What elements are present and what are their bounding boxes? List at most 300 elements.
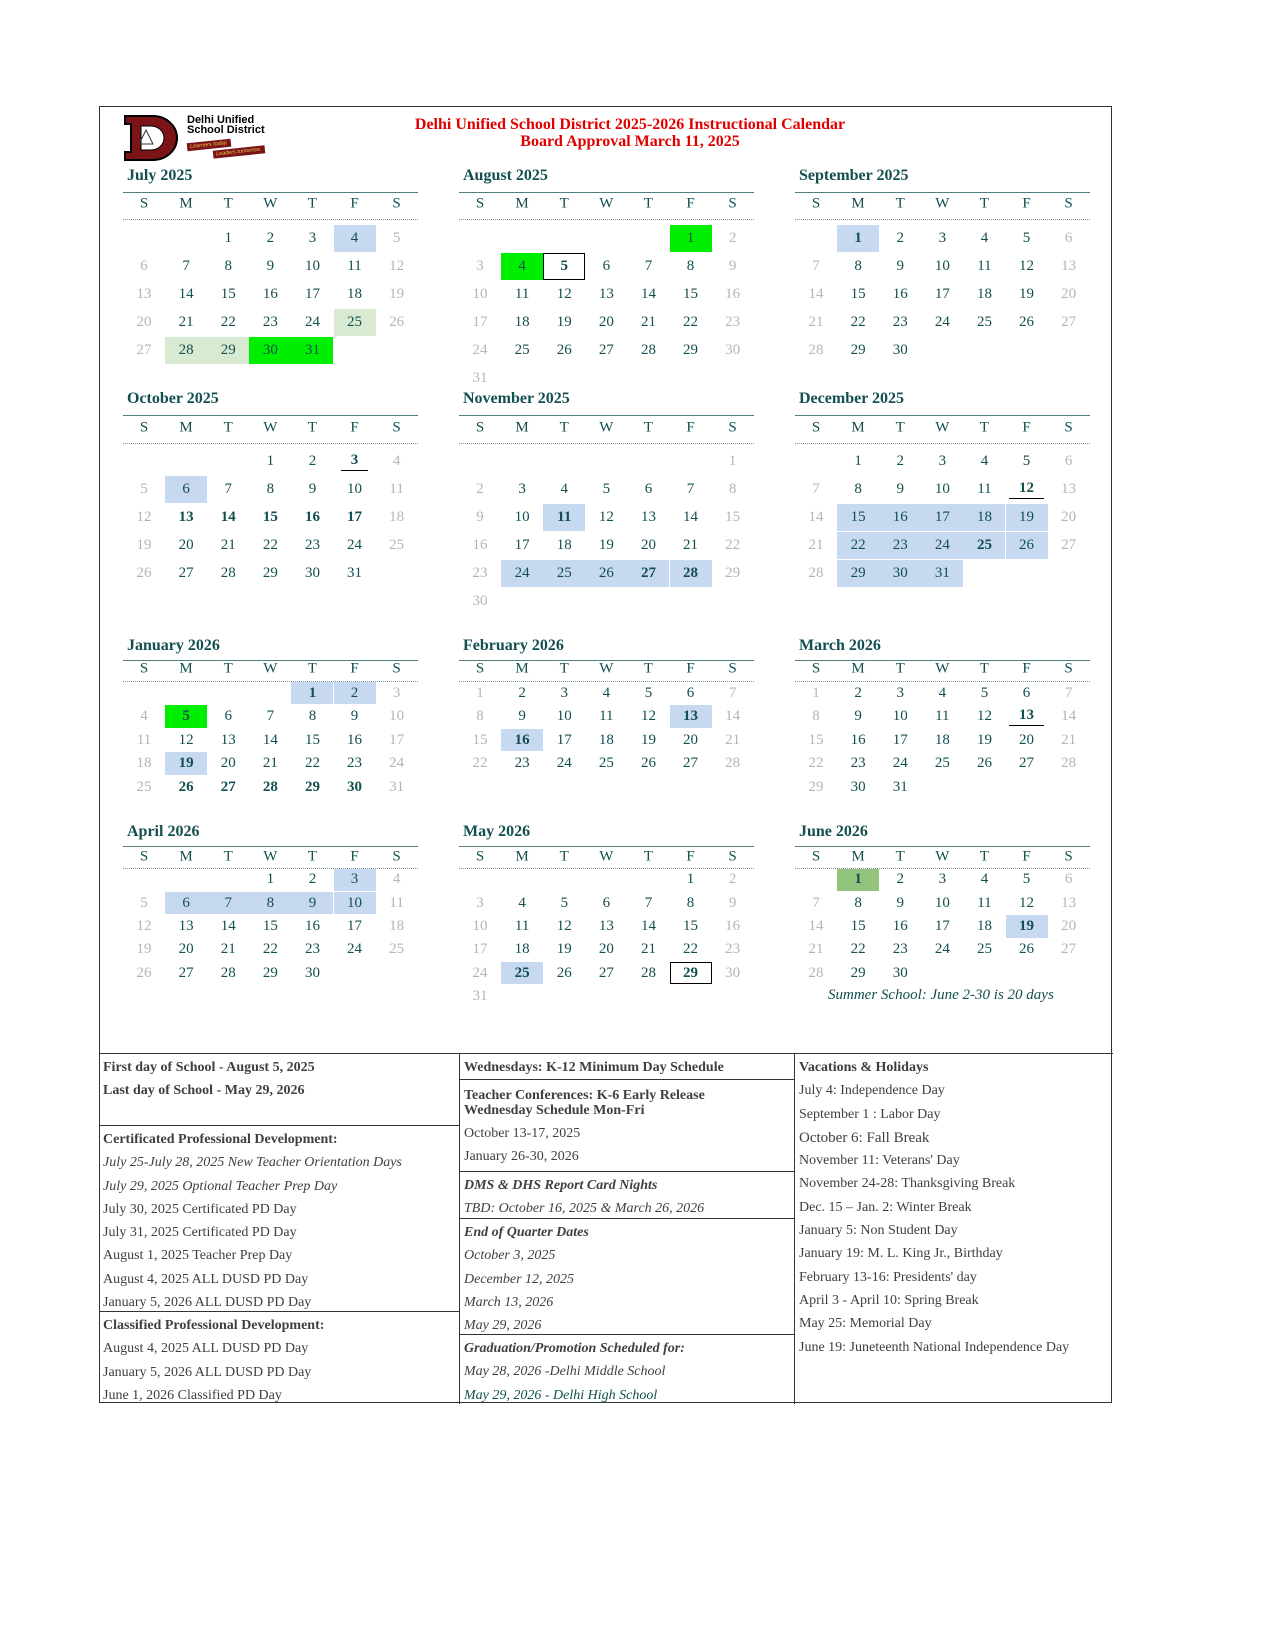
day-cell xyxy=(207,225,249,252)
day-cell xyxy=(123,939,165,961)
day-number: 11 xyxy=(389,894,404,911)
day-cell xyxy=(963,892,1005,914)
day-cell xyxy=(376,776,418,799)
day-cell xyxy=(459,532,501,559)
day-number: 14 xyxy=(178,285,194,302)
day-number: 27 xyxy=(220,778,236,795)
day-number: 10 xyxy=(556,708,572,724)
day-number: 2 xyxy=(854,684,862,701)
day-cell xyxy=(165,281,207,308)
holiday-item: January 19: M. L. King Jr., Birthday xyxy=(799,1246,1003,1262)
first-day: First day of School - August 5, 2025 xyxy=(103,1060,315,1075)
day-cell xyxy=(1006,729,1048,752)
day-number: 31 xyxy=(472,369,488,386)
month-title: September 2025 xyxy=(799,167,909,184)
weekday-label: T xyxy=(979,195,989,212)
day-number: 15 xyxy=(683,918,699,935)
day-number: 15 xyxy=(808,731,824,748)
day-cell xyxy=(1006,476,1048,503)
day-number: 3 xyxy=(938,871,947,888)
day-number: 21 xyxy=(640,941,656,958)
day-cell xyxy=(459,752,501,775)
day-number: 9 xyxy=(896,257,904,274)
day-number: 14 xyxy=(262,731,278,748)
day-number: 8 xyxy=(686,257,695,274)
day-cell xyxy=(123,476,165,503)
day-cell xyxy=(543,309,585,336)
day-number: 30 xyxy=(892,341,908,358)
day-cell xyxy=(585,682,627,705)
day-number: 28 xyxy=(640,964,656,981)
day-cell xyxy=(837,560,879,587)
day-cell xyxy=(879,281,921,308)
day-cell xyxy=(334,560,376,587)
day-cell xyxy=(543,939,585,961)
day-number: 24 xyxy=(934,536,950,553)
day-number: 6 xyxy=(1064,871,1073,888)
weekday-label: T xyxy=(979,660,989,677)
day-number: 17 xyxy=(514,536,530,553)
day-number: 13 xyxy=(136,285,152,302)
day-number: 29 xyxy=(850,964,866,981)
day-cell xyxy=(879,253,921,280)
day-number: 6 xyxy=(602,257,611,274)
day-cell xyxy=(207,962,249,984)
day-number: 24 xyxy=(556,755,572,771)
logo-tagline-2: Leaders tomorrow. xyxy=(213,145,265,158)
day-number: 29 xyxy=(304,778,320,795)
day-number: 30 xyxy=(347,778,363,795)
day-number: 5 xyxy=(392,229,401,246)
day-number: 21 xyxy=(220,941,236,958)
day-cell xyxy=(879,939,921,961)
weekday-label: M xyxy=(851,195,865,212)
day-cell xyxy=(207,253,249,280)
day-cell xyxy=(501,915,543,937)
day-number: 12 xyxy=(556,285,572,302)
day-cell xyxy=(670,504,712,531)
weekday-label: T xyxy=(223,419,233,436)
day-number: 20 xyxy=(136,313,152,330)
day-number: 17 xyxy=(934,285,950,302)
day-cell xyxy=(165,705,207,728)
day-number: 11 xyxy=(347,257,362,274)
day-number: 27 xyxy=(1061,941,1077,958)
day-cell xyxy=(1048,504,1090,531)
day-number: 5 xyxy=(182,708,190,724)
day-cell xyxy=(670,253,712,280)
day-number: 2 xyxy=(728,871,737,888)
day-cell xyxy=(459,253,501,280)
day-cell xyxy=(627,752,669,775)
day-cell xyxy=(123,504,165,531)
day-cell xyxy=(291,281,333,308)
day-cell xyxy=(795,892,837,914)
day-cell xyxy=(165,476,207,503)
day-cell xyxy=(459,892,501,914)
day-number: 4 xyxy=(140,708,148,724)
weekday-label: S xyxy=(392,419,401,436)
wednesday-section xyxy=(460,1054,794,1079)
day-cell xyxy=(334,892,376,914)
wednesday-schedule: Wednesdays: K-12 Minimum Day Schedule xyxy=(464,1060,724,1075)
day-cell xyxy=(712,962,754,984)
day-cell xyxy=(585,892,627,914)
day-number: 28 xyxy=(178,341,194,358)
day-cell xyxy=(543,476,585,503)
day-number: 3 xyxy=(938,452,947,469)
day-cell xyxy=(963,939,1005,961)
holiday-item: October 6: Fall Break xyxy=(799,1129,930,1146)
day-cell xyxy=(1006,939,1048,961)
day-cell xyxy=(627,705,669,728)
weekday-label: F xyxy=(1022,419,1031,436)
day-cell xyxy=(712,337,754,364)
day-number: 4 xyxy=(560,480,568,497)
day-number: 11 xyxy=(389,480,404,497)
day-cell xyxy=(585,962,627,984)
conference-section xyxy=(460,1079,794,1171)
month-title: August 2025 xyxy=(463,167,548,184)
weekday-label: M xyxy=(515,660,529,677)
day-cell xyxy=(165,776,207,799)
day-number: 18 xyxy=(976,285,992,302)
day-number: 15 xyxy=(725,508,741,525)
day-number: 1 xyxy=(854,871,862,888)
weekday-label: T xyxy=(223,195,233,212)
day-cell xyxy=(207,939,249,961)
day-cell xyxy=(963,682,1005,705)
holidays-section xyxy=(795,1054,1113,1360)
day-cell xyxy=(249,281,291,308)
weekday-label: T xyxy=(895,195,905,212)
day-cell xyxy=(501,729,543,752)
day-cell xyxy=(334,281,376,308)
quarter-heading: End of Quarter Dates xyxy=(464,1225,589,1240)
day-number: 23 xyxy=(850,755,866,771)
day-number: 5 xyxy=(602,480,611,497)
day-cell xyxy=(1006,281,1048,308)
day-cell xyxy=(459,560,501,587)
day-number: 8 xyxy=(476,708,484,724)
day-cell xyxy=(123,532,165,559)
day-number: 21 xyxy=(220,536,236,553)
day-cell xyxy=(207,915,249,937)
day-cell xyxy=(921,504,963,531)
day-number: 11 xyxy=(599,708,614,724)
day-cell xyxy=(123,752,165,775)
day-number: 16 xyxy=(262,285,278,302)
day-number: 14 xyxy=(1061,708,1077,724)
day-cell xyxy=(921,705,963,728)
day-cell xyxy=(334,729,376,752)
day-cell xyxy=(795,939,837,961)
day-cell xyxy=(837,225,879,252)
day-number: 26 xyxy=(1019,313,1035,330)
day-number: 18 xyxy=(976,918,992,935)
day-number: 25 xyxy=(976,313,992,330)
day-cell xyxy=(670,532,712,559)
day-number: 4 xyxy=(518,257,526,274)
day-cell xyxy=(501,560,543,587)
day-cell xyxy=(1006,682,1048,705)
day-number: 2 xyxy=(896,452,904,469)
day-cell xyxy=(795,281,837,308)
day-number: 26 xyxy=(598,564,614,581)
day-number: 1 xyxy=(686,871,695,888)
weekday-label: M xyxy=(179,419,193,436)
day-cell xyxy=(879,532,921,559)
day-number: 25 xyxy=(514,964,530,981)
day-cell xyxy=(207,337,249,364)
day-number: 14 xyxy=(220,508,236,525)
day-cell xyxy=(207,532,249,559)
day-cell xyxy=(670,962,712,984)
day-number: 15 xyxy=(850,508,866,525)
day-cell xyxy=(334,253,376,280)
day-cell xyxy=(879,892,921,914)
day-cell xyxy=(712,682,754,705)
day-cell xyxy=(837,309,879,336)
holiday-item: November 24-28: Thanksgiving Break xyxy=(799,1176,1016,1192)
day-cell xyxy=(879,504,921,531)
day-number: 1 xyxy=(854,229,862,246)
day-cell xyxy=(921,915,963,937)
holiday-item: July 4: Independence Day xyxy=(799,1083,945,1099)
day-cell xyxy=(165,892,207,914)
day-number: 17 xyxy=(934,508,950,525)
day-number: 26 xyxy=(976,755,992,771)
day-cell xyxy=(459,915,501,937)
day-cell xyxy=(501,309,543,336)
day-cell xyxy=(1006,869,1048,891)
month-title: January 2026 xyxy=(127,637,220,654)
day-number: 12 xyxy=(976,708,992,724)
day-cell xyxy=(921,532,963,559)
weekday-label: T xyxy=(643,848,653,865)
day-cell xyxy=(543,504,585,531)
day-cell xyxy=(165,504,207,531)
day-number: 29 xyxy=(683,964,699,981)
weekday-label: F xyxy=(686,660,695,677)
weekday-label: T xyxy=(559,848,569,865)
day-cell xyxy=(1048,476,1090,503)
day-number: 13 xyxy=(598,918,614,935)
day-cell xyxy=(376,752,418,775)
logo-tagline-1: Learners today. xyxy=(187,139,231,152)
day-cell xyxy=(879,752,921,775)
weekday-label: M xyxy=(515,848,529,865)
weekday-label: M xyxy=(515,195,529,212)
day-cell xyxy=(376,532,418,559)
day-number: 24 xyxy=(347,536,363,553)
day-number: 29 xyxy=(808,778,824,795)
day-number: 3 xyxy=(896,684,904,701)
day-cell xyxy=(963,225,1005,252)
day-cell xyxy=(1048,892,1090,914)
day-cell xyxy=(334,448,376,475)
day-number: 24 xyxy=(472,964,488,981)
day-number: 23 xyxy=(725,313,741,330)
day-number: 17 xyxy=(472,313,488,330)
day-cell xyxy=(795,729,837,752)
day-cell xyxy=(795,752,837,775)
day-number: 11 xyxy=(977,257,992,274)
day-cell xyxy=(291,309,333,336)
day-number: 6 xyxy=(644,480,653,497)
day-cell xyxy=(837,869,879,891)
day-cell xyxy=(501,939,543,961)
day-cell xyxy=(123,337,165,364)
day-cell xyxy=(963,504,1005,531)
day-number: 18 xyxy=(514,313,530,330)
day-cell xyxy=(501,892,543,914)
day-cell xyxy=(627,729,669,752)
day-number: 7 xyxy=(1064,684,1073,701)
day-number: 18 xyxy=(598,731,614,748)
month-title-rule xyxy=(123,192,418,193)
month-title-rule xyxy=(459,415,754,416)
day-number: 19 xyxy=(178,755,194,771)
day-number: 26 xyxy=(1019,536,1035,553)
day-number: 20 xyxy=(220,755,236,771)
day-number: 1 xyxy=(812,684,820,701)
day-number: 11 xyxy=(514,285,530,302)
day-number: 19 xyxy=(556,313,572,330)
day-number: 27 xyxy=(178,564,194,581)
day-number: 12 xyxy=(556,918,572,935)
month-title-rule xyxy=(795,415,1090,416)
day-cell xyxy=(921,939,963,961)
day-cell xyxy=(249,225,291,252)
day-cell xyxy=(501,752,543,775)
day-cell xyxy=(1006,892,1048,914)
day-number: 25 xyxy=(347,313,363,330)
day-number: 10 xyxy=(472,918,488,935)
day-number: 16 xyxy=(850,731,866,748)
day-cell xyxy=(627,915,669,937)
month-title-rule xyxy=(795,192,1090,193)
day-cell xyxy=(795,705,837,728)
day-number: 1 xyxy=(266,871,275,888)
day-cell xyxy=(501,532,543,559)
day-cell xyxy=(165,253,207,280)
month-title-rule xyxy=(459,846,754,847)
day-number: 26 xyxy=(136,564,152,581)
weekday-label: S xyxy=(728,419,737,436)
logo-name-line2: School District xyxy=(187,124,265,136)
day-number: 15 xyxy=(683,285,699,302)
weekday-label: T xyxy=(895,660,905,677)
logo-name-line1: Delhi Unified xyxy=(187,114,255,126)
list-item: May 29, 2026 - Delhi High School xyxy=(464,1387,658,1403)
day-number: 13 xyxy=(598,285,614,302)
day-number: 6 xyxy=(224,708,232,724)
day-cell xyxy=(376,225,418,252)
day-cell xyxy=(837,253,879,280)
day-cell xyxy=(249,939,291,961)
weekday-label: S xyxy=(392,195,401,212)
day-number: 27 xyxy=(1019,755,1035,771)
day-cell xyxy=(459,705,501,728)
day-number: 28 xyxy=(262,778,278,795)
day-number: 9 xyxy=(308,894,317,911)
day-cell xyxy=(334,476,376,503)
end-of-quarter-section xyxy=(460,1218,794,1334)
day-cell xyxy=(879,705,921,728)
day-cell xyxy=(123,729,165,752)
day-cell xyxy=(459,365,501,392)
day-cell xyxy=(712,729,754,752)
day-cell xyxy=(165,532,207,559)
day-number: 22 xyxy=(850,313,866,330)
day-cell xyxy=(1048,281,1090,308)
day-cell xyxy=(376,309,418,336)
day-cell xyxy=(207,309,249,336)
day-number: 25 xyxy=(976,536,992,553)
day-number: 24 xyxy=(304,313,320,330)
day-number: 11 xyxy=(136,731,152,748)
day-number: 2 xyxy=(266,229,275,246)
day-number: 8 xyxy=(854,894,862,911)
day-cell xyxy=(376,504,418,531)
day-number: 30 xyxy=(262,341,278,358)
day-cell xyxy=(585,281,627,308)
day-number: 30 xyxy=(725,341,741,358)
day-number: 15 xyxy=(850,285,866,302)
day-number: 13 xyxy=(683,708,699,724)
day-cell xyxy=(207,281,249,308)
day-cell xyxy=(921,560,963,587)
day-cell xyxy=(963,448,1005,475)
day-cell xyxy=(165,309,207,336)
day-number: 1 xyxy=(476,684,484,701)
day-number: 1 xyxy=(686,229,695,246)
holiday-item: September 1 : Labor Day xyxy=(799,1106,941,1122)
day-cell xyxy=(501,705,543,728)
day-cell xyxy=(879,560,921,587)
day-number: 4 xyxy=(392,871,401,888)
day-cell xyxy=(712,253,754,280)
day-number: 20 xyxy=(178,941,194,958)
weekday-label: F xyxy=(1022,660,1031,677)
day-number: 5 xyxy=(1022,229,1031,246)
day-cell xyxy=(837,281,879,308)
day-cell xyxy=(291,962,333,984)
day-cell xyxy=(879,962,921,984)
day-cell xyxy=(291,776,333,799)
day-number: 13 xyxy=(220,731,236,748)
day-number: 31 xyxy=(389,778,405,795)
day-number: 31 xyxy=(347,564,363,581)
day-cell xyxy=(712,705,754,728)
conference-heading-1: Teacher Conferences: K-6 Early Release xyxy=(464,1088,705,1103)
weekday-label: S xyxy=(1064,419,1073,436)
month-title: November 2025 xyxy=(463,390,570,407)
day-cell xyxy=(543,253,585,280)
day-cell xyxy=(963,752,1005,775)
day-number: 16 xyxy=(304,918,320,935)
day-number: 8 xyxy=(854,257,862,274)
day-cell xyxy=(501,476,543,503)
day-number: 10 xyxy=(934,894,950,911)
day-number: 7 xyxy=(812,894,820,911)
weekday-label: W xyxy=(263,848,278,865)
day-number: 20 xyxy=(1061,285,1077,302)
day-number: 22 xyxy=(725,536,741,553)
day-cell xyxy=(291,682,333,705)
list-item: June 1, 2026 Classified PD Day xyxy=(103,1387,282,1403)
